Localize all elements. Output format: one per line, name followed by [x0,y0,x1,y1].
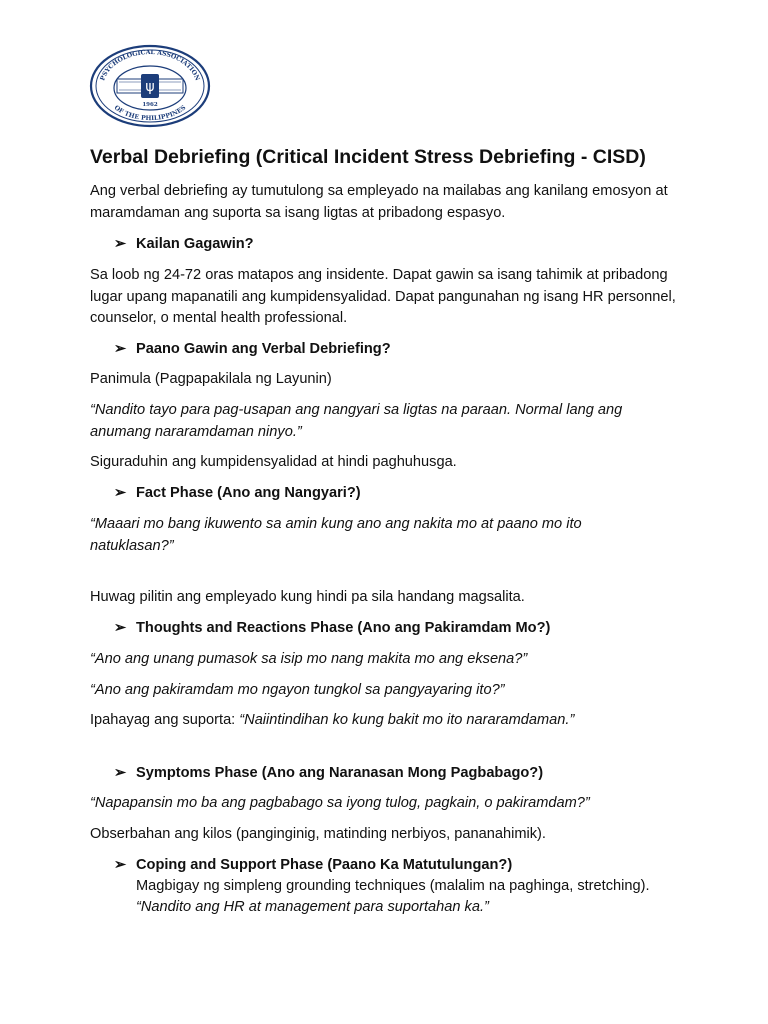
fact-line: Huwag pilitin ang empleyado kung hindi pa sila handang magsalita. [90,589,525,605]
symptoms-line: Obserbahan ang kilos (panginginig, matinding nerbiyos, pananahimik). [90,826,546,842]
support-quote: “Naiintindihan ko kung bakit mo ito nararamdaman.” [239,712,575,728]
logo-top-text: PSYCHOLOGICAL ASSOCIATION [99,48,201,82]
bullet-arrow-icon: ➢ [114,485,127,501]
section-heading-fact [114,484,361,501]
intro-paragraph: Ang verbal debriefing ay tumutulong sa empleyado na mailabas ang kanilang emosyon at maramdaman ang suporta sa isang ligtas at pribadong espasyo. [90,183,668,221]
thoughts-quote1: “Ano ang unang pumasok sa isip mo nang makita mo ang eksena?” [90,651,528,667]
heading-text: Symptoms Phase (Ano ang Naranasan Mong Pagbabago?) [136,765,544,781]
coping-line: Magbigay ng simpleng grounding techniques (malalim na paghinga, stretching). [136,878,650,894]
symptoms-quote: “Napapansin mo ba ang pagbabago sa iyong tulog, pagkain, o pakiramdam?” [90,795,590,811]
paano-line1: Panimula (Pagpapakilala ng Layunin) [90,371,332,387]
bullet-arrow-icon: ➢ [114,620,127,636]
paano-line2: Siguraduhin ang kumpidensyalidad at hindi paghuhusga. [90,454,457,470]
thoughts-support [90,710,690,732]
association-seal-logo [89,44,211,128]
section-heading-coping [114,856,512,873]
section-heading-symptoms [114,764,543,781]
section-heading-paano [114,340,391,357]
logo-year: 1962 [142,102,158,108]
thoughts-quote2: “Ano ang pakiramdam mo ngayon tungkol sa pangyayaring ito?” [90,682,505,698]
bullet-arrow-icon: ➢ [114,765,127,781]
bullet-arrow-icon: ➢ [114,341,127,357]
page-title: Verbal Debriefing (Critical Incident Stress Debriefing - CISD) [90,146,646,168]
coping-quote: “Nandito ang HR at management para suportahan ka.” [136,899,489,915]
bullet-arrow-icon: ➢ [114,236,127,252]
support-label: Ipahayag ang suporta: [90,712,240,728]
heading-text: Coping and Support Phase (Paano Ka Matutulungan?) [136,857,513,873]
heading-text: Fact Phase (Ano ang Nangyari?) [136,485,361,501]
paano-quote: “Nandito tayo para pag-usapan ang nangyari sa ligtas na paraan. Normal lang ang anumang nararamdaman ninyo.” [90,402,623,440]
heading-text: Kailan Gagawin? [136,236,254,252]
section-heading-kailan [114,235,254,252]
kailan-body: Sa loob ng 24-72 oras matapos ang insidente. Dapat gawin sa isang tahimik at pribadong lugar upang mapanatili ang kumpidensyalidad. Dapat pangunahan ng isang HR personnel, counselor, o mental health professional. [90,267,676,326]
heading-text: Paano Gawin ang Verbal Debriefing? [136,341,391,357]
bullet-arrow-icon: ➢ [114,857,127,873]
fact-quote: “Maaari mo bang ikuwento sa amin kung ano ang nakita mo at paano mo ito natuklasan?” [90,516,582,554]
logo-bottom-text: OF THE PHILIPPINES [112,104,188,123]
heading-text: Thoughts and Reactions Phase (Ano ang Pakiramdam Mo?) [136,620,551,636]
section-heading-thoughts [114,619,550,636]
svg-text:ψ: ψ [145,79,155,95]
